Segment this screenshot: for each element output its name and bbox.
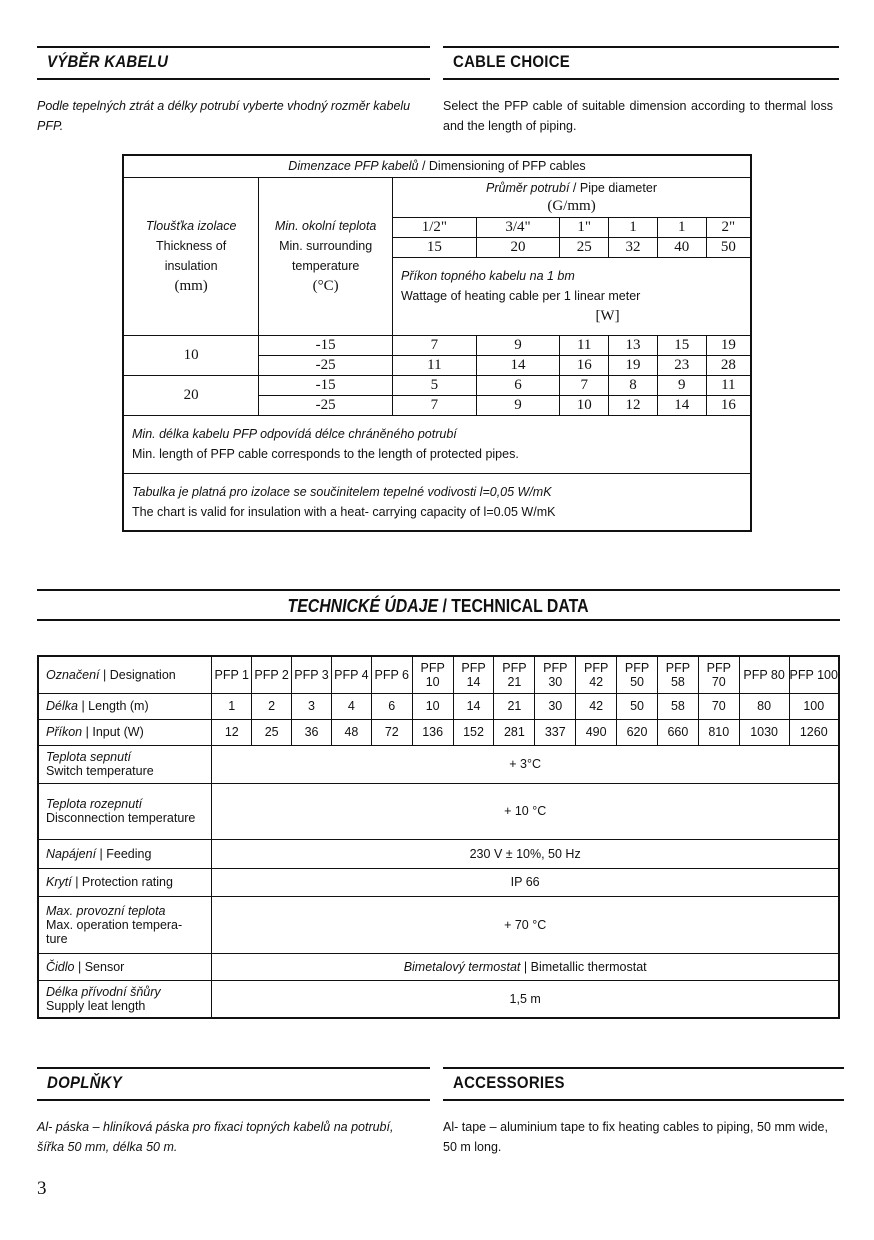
accessories-header-en — [443, 1067, 844, 1101]
section-header-cz — [37, 46, 430, 80]
dimensioning-table — [122, 154, 752, 532]
table-row: -25 11 14 16 19 23 28 — [123, 355, 751, 375]
accessories-text-cz: Al- páska – hliníková páska pro fixaci topných kabelů na potrubí, šířka 50 mm, délka 50 m. — [37, 1120, 394, 1154]
table-row: 10 -15 7 9 11 13 15 19 — [123, 335, 751, 355]
accessories-text-en: Al- tape – aluminium tape to fix heating cables to piping, 50 mm wide, 50 m long. — [443, 1120, 828, 1154]
note-validity: Tabulka je platná pro izolace se součinitelem tepelné vodivosti l=0,05 W/mK The chart is valid for insulation with a heat- carrying capacity of l=0.05 W/mK — [123, 473, 751, 531]
disconnection-temp-row: Teplota rozepnutí Disconnection temperature + 10 °C — [38, 783, 839, 839]
designation-row: Označení | Designation PFP 1 PFP 2 PFP 3 PFP 4 PFP 6 PFP 10 PFP 14 PFP 21 PFP 30 PFP 42 PFP 50 PFP 58 PFP 70 PFP 80 PFP 100 — [38, 656, 839, 693]
mm-row: 15 20 25 32 40 50 — [123, 237, 751, 257]
note-min-length: Min. délka kabelu PFP odpovídá délce chráněného potrubí Min. length of PFP cable corresponds to the length of protected pipes. — [123, 415, 751, 473]
divider — [37, 619, 840, 621]
switch-temp-row: Teplota sepnutí Switch temperature + 3°C — [38, 745, 839, 783]
heading-cable-choice-en: CABLE CHOICE — [453, 52, 571, 71]
pipe-diameter-header: Průměr potrubí / Pipe diameter (G/mm) — [393, 177, 751, 217]
technical-data-table — [37, 655, 840, 1019]
wattage-header: Příkon topného kabelu na 1 bm Wattage of heating cable per 1 linear meter [W] — [393, 257, 751, 335]
table-row: 20 -15 5 6 7 8 9 11 — [123, 375, 751, 395]
divider — [37, 589, 840, 591]
tech-heading: TECHNICKÉ ÚDAJE / TECHNICAL DATA — [287, 596, 589, 616]
heading-accessories-en: ACCESSORIES — [453, 1073, 565, 1092]
temperature-header: Min. okolní teplota Min. surrounding temperature (°C) — [259, 177, 393, 335]
thickness-header: Tloušťka izolace Thickness of insulation (mm) — [123, 177, 259, 335]
page-number: 3 — [37, 1178, 47, 1199]
supply-length-row: Délka přívodní šňůry Supply leat length 1,5 m — [38, 980, 839, 1018]
section-header-en — [443, 46, 839, 80]
protection-row: Krytí | Protection rating IP 66 — [38, 868, 839, 896]
length-row: Délka | Length (m) 1 2 3 4 6 10 14 21 30 42 50 58 70 80 100 — [38, 693, 839, 719]
sensor-row: Čidlo | Sensor Bimetalový termostat | Bimetallic thermostat — [38, 953, 839, 980]
cable-choice-text-cz: Podle tepelných ztrát a délky potrubí vyberte vhodný rozměr kabelu PFP. — [37, 99, 411, 133]
dim-table-title: Dimenzace PFP kabelů / Dimensioning of PFP cables — [123, 155, 751, 177]
input-row: Příkon | Input (W) 12 25 36 48 72 136 152 281 337 490 620 660 810 1030 1260 — [38, 719, 839, 745]
table-row: -25 7 9 10 12 14 16 — [123, 395, 751, 415]
max-temp-row: Max. provozní teplota Max. operation tempera- ture + 70 °C — [38, 896, 839, 953]
heading-cable-choice-cz: VÝBĚR KABELU — [47, 52, 169, 71]
feeding-row: Napájení | Feeding 230 V ± 10%, 50 Hz — [38, 839, 839, 868]
inch-row: 1/2" 3/4" 1" 1 1 2" — [123, 217, 751, 237]
accessories-header-cz — [37, 1067, 430, 1101]
heading-accessories-cz: DOPLŇKY — [47, 1073, 122, 1092]
cable-choice-text-en: Select the PFP cable of suitable dimension according to thermal loss and the length of piping. — [443, 99, 833, 133]
